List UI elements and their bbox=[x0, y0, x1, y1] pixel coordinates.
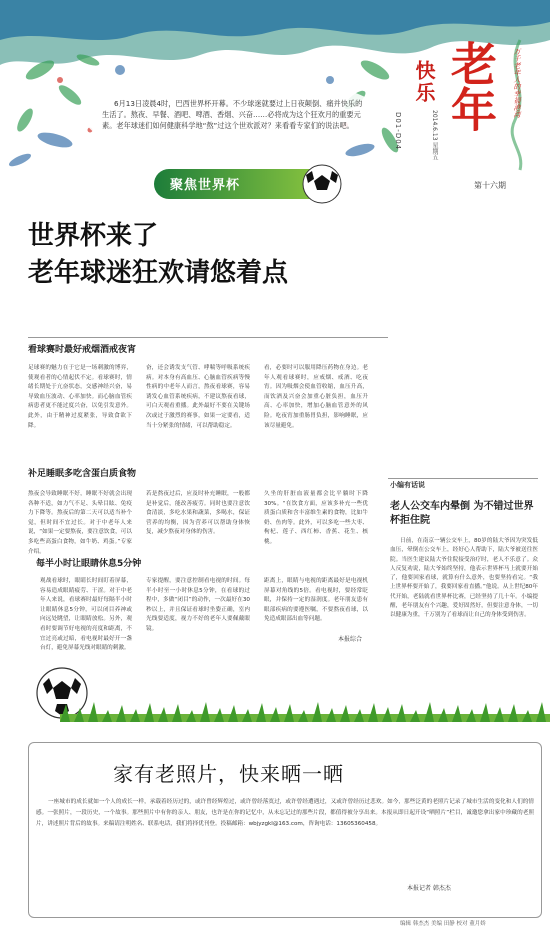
section-column: 专家提醒，要注意控制看电视的时间。每半小时至一小时休息5分钟，在看球的过程中，多做“闭目”的动作，一次最好在30秒以上，并且保证看球时坐姿正确，室内光线要适度，视力不好的老年人要佩戴眼镜。 bbox=[146, 578, 250, 632]
page-range: D01-D04 bbox=[394, 112, 402, 151]
headline-line-2: 老年球迷狂欢请悠着点 bbox=[28, 258, 289, 288]
masthead-slogan: 万千老年人的幸福港湾 bbox=[513, 48, 521, 118]
section-column: 若是熬夜过后，应及时补充睡眠，一般都是补觉后，能改善疲劳。同时也要注意饮食清淡，多吃水果和蔬菜，多喝水，保证营养的均衡，因为营养可以帮助身体恢复，减少熬夜对身体的伤害。 bbox=[146, 491, 250, 536]
masthead-subtitle: 快乐 bbox=[412, 60, 436, 104]
section-title: 补足睡眠多吃含蛋白质食物 bbox=[28, 469, 137, 479]
intro-paragraph: 6月13日凌晨4时，巴西世界杯开幕。不少球迷就要过上日夜颠倒、痛并快乐的生活了。熬夜、早餐、酒吧、啤酒、香烟、兴奋……必将成为这个狂欢月的重要元素。老年球迷们如何健康科学地“熬”过这个世欢派对？来看看专家们的说法吧。 bbox=[102, 99, 363, 130]
divider bbox=[28, 337, 388, 338]
grass-strip bbox=[60, 700, 550, 722]
main-headline bbox=[28, 218, 288, 292]
section-column: 距离上，眼睛与电视的距离最好是电视机屏幕对角线的5倍。看电视时，要经常眨眼，并保持一定的湿润度。老年朋友患有眼部疾病的要遵医嘱，不要熬夜看球，以免造成眼部出血等问题。 bbox=[264, 578, 368, 623]
headline-line-1: 世界杯来了 bbox=[28, 221, 159, 251]
section-title: 每半小时让眼睛休息5分钟 bbox=[36, 559, 142, 569]
side-kicker: 小编有话说 bbox=[390, 481, 425, 489]
section-column: 熬夜会导致睡眠不好，睡眠不好就会出现各种不适，如力气不足、头晕目眩、免疫力下降等。熬夜后的第二天可以适当补个觉，但时间不宜过长。对于中老年人来说，“如果一定要熬夜，要注意饮食，可以多吃些高蛋白食物，如牛奶、鸡蛋。”专家介绍。 bbox=[28, 491, 132, 555]
issue-number: 第十六期 bbox=[474, 181, 506, 190]
section-column: 久坐的肝脏血液量都会比平躺时下降30%。“在饮食方面，应该多补充一些优质蛋白质和含丰富维生素的食物，比如牛奶、鱼肉等。此外，可以多吃一些大枣、枸杞、莲子、西红柿、香蕉、花生、核桃。 bbox=[264, 491, 368, 545]
photo-call-body: 一座城市的成长就如一个人的成长一样，承载着经历过的，或许曾经辉煌过，或许曾经落寞过，或许曾经遭遇过，又或许曾经历过悲欢。如今，那些泛黄的老照片记录了城市生活的变化和人们的情感。一张照片，一段历史，一个故事。那些照片中有你的亲人、朋友，也许是在你的记忆中，从未忘记过的那些片段，都值得被分享出来。本报从即日起开设“晒照片”栏目，诚邀您拿出家中珍藏的老照片，讲述照片背后的故事。来稿请注明姓名、联系电话，我们将择优刊登。投稿邮箱：wbjyzgkl@163.com，咨询电话：13605360458。 bbox=[36, 799, 534, 827]
focus-label: 聚焦世界杯 bbox=[170, 178, 241, 193]
footer-credits: 编辑 韩杰杰 美编 田静 校对 董月娇 bbox=[400, 921, 486, 927]
issue-date: 2014.6.13 星期五 bbox=[431, 110, 438, 161]
photo-call-author: 本报记者 韩杰杰 bbox=[407, 885, 451, 892]
section-column: 足球赛的魅力在于它是一场刺激的博弈，使观看者的心情起伏不定。看球赛时，情绪长期处于亢奋状态，交感神经兴奋，易导致血压波动、心率加快。而心脑血管疾病患者更不能过度兴奋，以免引发意外。此外，由于精神过度紧张，导致食欲下降。 bbox=[28, 365, 132, 429]
section-column: 看，必要时可以服用降压药物在身边。老年人观看球赛时，应戒烟、戒酒、吃夜宵。因为吸烟会使血管收缩，血压升高，而饮酒及兴奋会加重心脏负担，血压升高、心率加快，增加心脑血管意外的风险。吃夜宵加重肠胃负担，影响睡眠，应该尽量避免。 bbox=[264, 365, 368, 429]
side-headline: 老人公交车内晕倒 为不错过世界杯拒住院 bbox=[390, 501, 534, 526]
side-body: 日前，在南京一辆公交车上，80岁的陆大爷因为突发低血压，晕倒在公交车上，经好心人帮助下，陆大爷被送往医院。当医生建议陆大爷住院接受治疗时，老人不乐意了。众人反复劝说，陆大爷始终坚持，他表示世界杯马上就要开始了，他要回家看球，就算有什么意外，也要坚持看完。“我上世界杯要开始了，我要回家看直播。”他说。从上世纪80年代开始，老陆就看世界杯比赛，已经坚持了几十年。小编提醒，老年朋友有个兴趣，爱好固然好，但要注意身体，一切以健康为重，千万别为了看球而让自己的身体受到伤害。 bbox=[390, 538, 538, 619]
section-author: 本报综合 bbox=[338, 636, 363, 643]
section-title: 看球赛时最好戒烟酒戒夜宵 bbox=[28, 345, 137, 355]
photo-call-title: 家有老照片，快来晒一晒 bbox=[113, 762, 344, 786]
divider bbox=[388, 478, 538, 479]
section-column: 奋，还会诱发支气管、哮喘等呼吸系统疾病。对本身有高血压、心脑血管疾病等慢性病的中老年人而言，熬夜看球赛，容易诱发心血管系统疾病，不建议熬夜看球，可白天观看重播。此外最好不要在关键场次或过于激烈的赛事，如果一定要看，适当十分紧张的情绪，可以帮助稳定。 bbox=[146, 365, 250, 429]
masthead-title: 老年 bbox=[444, 40, 498, 132]
section-column: 观战看球时，眼睛长时间盯着屏幕，容易造成眼睛疲劳、干涩。对于中老年人来说，看球赛时最好每隔半小时让眼睛休息5分钟，可以闭目养神或向远处眺望，让眼睛放松。另外，观看时要调节好电视的亮度和距离，不宜过亮或过暗，看电视时最好开一盏台灯，避免屏幕光线对眼睛的刺激。 bbox=[40, 578, 132, 652]
